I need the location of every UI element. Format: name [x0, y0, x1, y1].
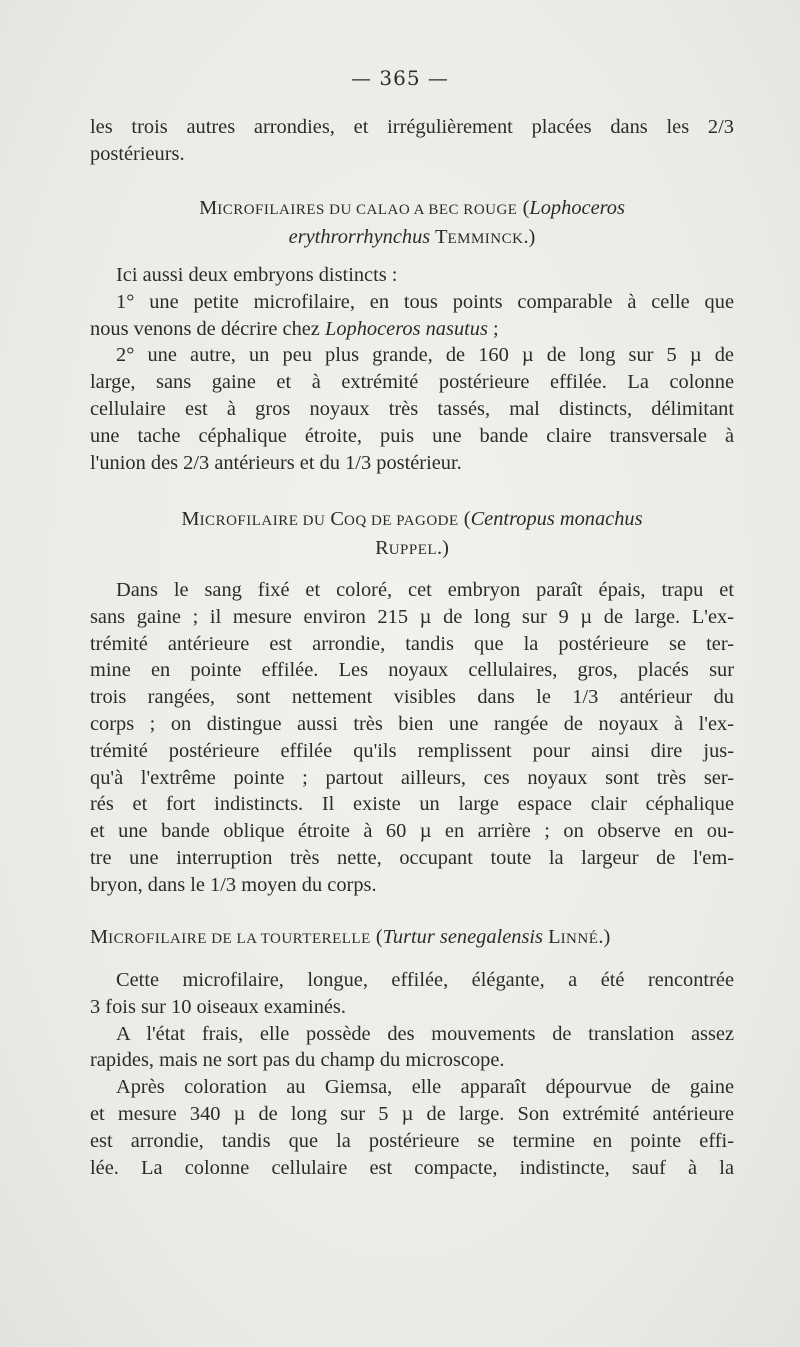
text-line: bryon, dans le 1/3 moyen du corps. [90, 873, 377, 896]
section-heading-tourterelle: MICROFILAIRE DE LA TOURTERELLE (Turtur senegalensis LINNÉ.) [90, 926, 611, 948]
text-line: trémité antérieure est arrondie, tandis que la postérieure se ter- [90, 632, 734, 655]
section-heading-calao: MICROFILAIRES DU CALAO A BEC ROUGE (Lophoceros erythrorrhynchus TEMMINCK.) [199, 197, 625, 248]
text-line: postérieurs. [90, 142, 185, 165]
text-line: rés et fort indistincts. Il existe un large espace clair céphalique [90, 793, 734, 816]
text-line: large, sans gaine et à extrémité postérieure effilée. La colonne [90, 371, 734, 394]
text-line: sans gaine ; il mesure environ 215 µ de long sur 9 µ de large. L'ex- [90, 605, 734, 628]
text-line: Après coloration au Giemsa, elle apparaît dépourvue de gaine [116, 1076, 734, 1099]
text-line: corps ; on distingue aussi très bien une rangée de noyaux à l'ex- [90, 712, 734, 735]
text-line: l'union des 2/3 antérieurs et du 1/3 postérieur. [90, 451, 462, 474]
section-body-calao [90, 262, 734, 476]
text-line: trémité postérieure effilée qu'ils remplissent pour ainsi dire jus- [90, 739, 734, 762]
text-line: 2° une autre, un peu plus grande, de 160 µ de long sur 5 µ de [116, 344, 734, 367]
section-heading-coq: MICROFILAIRE DU COQ DE PAGODE (Centropus monachus RUPPEL.) [181, 508, 643, 559]
text-line: les trois autres arrondies, et irrégulièrement placées dans les 2/3 [90, 116, 734, 138]
intro-paragraph [90, 114, 734, 168]
text-line: mine en pointe effilée. Les noyaux cellulaires, gros, placés sur [90, 659, 734, 682]
text-line: Dans le sang fixé et coloré, cet embryon paraît épais, trapu et [116, 579, 734, 601]
text-line: est arrondie, tandis que la postérieure se termine en pointe effi- [90, 1129, 734, 1152]
text-line: qu'à l'extrême pointe ; partout ailleurs, ces noyaux sont très ser- [90, 766, 734, 789]
text-line: Ici aussi deux embryons distincts : [116, 264, 398, 286]
text-line: tre une interruption très nette, occupant toute la largeur de l'em- [90, 846, 734, 869]
text-line: 3 fois sur 10 oiseaux examinés. [90, 995, 346, 1018]
text-line: Cette microfilaire, longue, effilée, élégante, a été rencontrée [116, 969, 734, 991]
section-body-coq [90, 577, 734, 899]
text-line: cellulaire est à gros noyaux très tassés, mal distincts, délimitant [90, 397, 734, 420]
text-line: rapides, mais ne sort pas du champ du microscope. [90, 1049, 505, 1072]
section-body-tourterelle [90, 967, 734, 1181]
text-line: une tache céphalique étroite, puis une bande claire transversale à [90, 424, 734, 447]
text-line: trois rangées, sont nettement visibles dans le 1/3 antérieur du [90, 686, 734, 709]
text-line: 1° une petite microfilaire, en tous points comparable à celle que [116, 290, 734, 313]
text-line: nous venons de décrire chez Lophoceros nasutus ; [90, 317, 499, 340]
page-number: — 365 — [351, 66, 449, 90]
text-line: et une bande oblique étroite à 60 µ en arrière ; on observe en ou- [90, 820, 734, 843]
text-line: et mesure 340 µ de long sur 5 µ de large. Son extrémité antérieure [90, 1102, 734, 1125]
text-line: lée. La colonne cellulaire est compacte, indistincte, sauf à la [90, 1156, 734, 1179]
text-line: A l'état frais, elle possède des mouvements de translation assez [116, 1022, 734, 1045]
